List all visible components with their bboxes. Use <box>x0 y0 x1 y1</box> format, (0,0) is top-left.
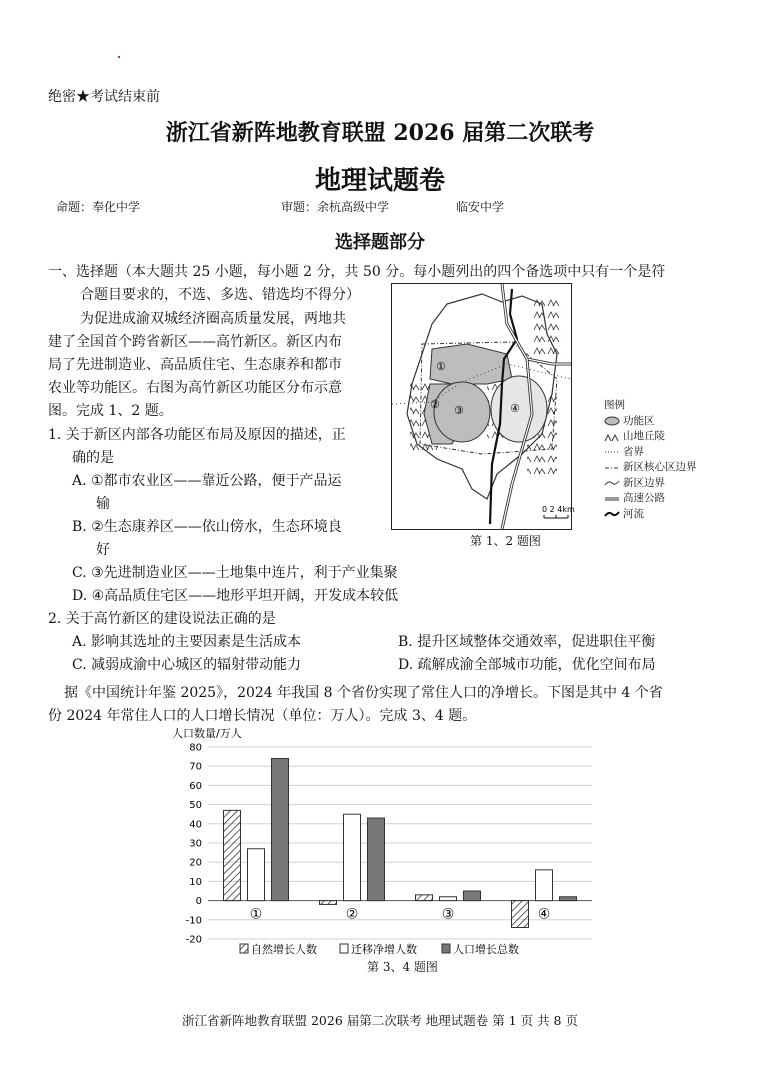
legend-river: 河流 <box>623 507 644 520</box>
legend-swatch <box>240 944 248 953</box>
chart-caption: 第 3、4 题图 <box>367 960 438 974</box>
bar-2-2 <box>344 814 361 900</box>
ytick-label: 80 <box>189 742 202 754</box>
bar-1-3 <box>272 759 289 901</box>
ytick-label: 60 <box>189 780 202 792</box>
legend-highway-symbol <box>604 494 620 504</box>
passage1-line-5: 图。完成 1、2 题。 <box>48 403 173 419</box>
map-label-3: ③ <box>454 404 464 417</box>
legend-province: 省界 <box>623 445 644 458</box>
q1-stem-line-2: 确的是 <box>72 450 114 466</box>
q1-option-b: B. ②生态康养区——依山傍水，生态环境良 <box>72 519 342 535</box>
q1-option-d: D. ④高品质住宅区——地形平坦开阔，开发成本较低 <box>72 588 399 604</box>
legend-swatch <box>340 944 348 953</box>
ytick-label: 10 <box>189 876 202 888</box>
bar-4-1 <box>512 901 529 928</box>
q2-option-d: D. 疏解成渝全部城市功能，优化空间布局 <box>398 657 656 673</box>
q2-option-b: B. 提升区域整体交通效率，促进职住平衡 <box>398 634 656 650</box>
legend-zone-symbol <box>604 416 620 426</box>
legend-hills: 山地丘陵 <box>623 430 665 442</box>
legend-core: 新区核心区边界 <box>623 461 697 473</box>
bar-2-3 <box>368 818 385 901</box>
chart-grid <box>208 747 592 939</box>
paper-title: 地理试题卷 <box>314 166 445 196</box>
bar-3-2 <box>440 897 457 901</box>
q1-option-a-cont: 输 <box>96 496 110 512</box>
hills-ne <box>532 299 562 359</box>
legend-boundary-symbol <box>604 478 620 488</box>
ytick-label: 40 <box>189 819 202 831</box>
bar-1-2 <box>248 849 265 901</box>
legend-core-symbol <box>604 463 620 473</box>
category-label: ① <box>249 906 263 923</box>
ytick-label: 0 <box>195 896 202 908</box>
instructions-line-1: 一、选择题（本大题共 25 小题，每小题 2 分，共 50 分。每小题列出的四个备选项中只有一个是符 <box>48 264 666 280</box>
page-footer: 浙江省新阵地教育联盟 2026 届第二次联考 地理试题卷 第 1 页 共 8 页 <box>182 1013 578 1028</box>
passage1-line-4: 农业等功能区。右图为高竹新区功能区分布示意 <box>48 380 342 396</box>
ytick-label: -10 <box>185 915 202 927</box>
chart-yticks <box>186 743 202 946</box>
passage2-line-2: 份 2024 年常住人口的人口增长情况（单位：万人）。完成 3、4 题。 <box>48 708 477 724</box>
category-label: ④ <box>537 906 551 923</box>
legend-label: 迁移净增人数 <box>351 943 417 956</box>
legend-boundary: 新区边界 <box>623 476 665 489</box>
bar-4-3 <box>560 897 577 901</box>
passage2-line-1: 据《中国统计年鉴 2025》，2024 年我国 8 个省份实现了常住人口的净增长。下图是其中 4 个省 <box>64 685 663 701</box>
legend-label: 人口增长总数 <box>453 943 519 956</box>
map-drawing <box>392 284 575 529</box>
section-title: 选择题部分 <box>335 232 425 253</box>
scale-bar <box>544 515 568 518</box>
q1-option-c: C. ③先进制造业区——土地集中连片，利于产业集聚 <box>72 565 398 581</box>
author-reviewer-2: 临安中学 <box>456 200 505 214</box>
ytick-label: -20 <box>185 934 202 946</box>
instructions-line-2: 合题目要求的，不选、多选、错选均不得分） <box>80 287 360 303</box>
ytick-label: 50 <box>189 800 202 812</box>
author-reviewer: 审题：余杭高级中学 <box>281 200 390 214</box>
category-label: ② <box>345 906 359 923</box>
bar-3-1 <box>416 895 433 901</box>
legend-swatch <box>442 944 450 953</box>
map-caption: 第 1、2 题图 <box>470 534 541 548</box>
bar-1-1 <box>224 810 241 900</box>
scale-label: 0 2 4km <box>542 505 575 514</box>
legend-label: 自然增长人数 <box>251 943 317 956</box>
bar-4-2 <box>536 870 553 901</box>
exam-title: 浙江省新阵地教育联盟 2026 届第二次联考 <box>165 120 595 146</box>
population-growth-chart <box>160 725 600 975</box>
ytick-label: 20 <box>189 857 202 869</box>
legend-title: 图例 <box>604 399 625 411</box>
map-legend <box>604 398 697 522</box>
functional-zone-map <box>391 283 575 530</box>
chart-ylabel: 人口数量/万人 <box>172 727 242 740</box>
q1-option-b-cont: 好 <box>96 542 110 558</box>
map-label-4: ④ <box>510 402 520 415</box>
q2-option-a: A. 影响其选址的主要因素是生活成本 <box>72 634 302 650</box>
passage1-line-1: 为促进成渝双城经济圈高质量发展，两地共 <box>80 311 346 327</box>
legend-province-symbol <box>604 447 620 457</box>
passage1-line-3: 局了先进制造业、高品质住宅、生态康养和都市 <box>48 357 342 373</box>
ytick-label: 30 <box>189 838 202 850</box>
ytick-label: 70 <box>189 761 202 773</box>
red-mark <box>118 56 120 58</box>
legend-zone: 功能区 <box>623 414 655 427</box>
map-label-1: ① <box>436 360 446 373</box>
q1-stem-line-1: 1. 关于新区内部各功能区布局及原因的描述，正 <box>48 427 346 443</box>
passage1-line-2: 建了全国首个跨省新区——高竹新区。新区内布 <box>48 334 342 350</box>
chart-legend <box>240 942 519 956</box>
q1-option-a: A. ①都市农业区——靠近公路，便于产品运 <box>72 473 342 489</box>
map-label-2: ② <box>430 398 440 411</box>
legend-river-symbol <box>604 509 620 519</box>
q2-stem: 2. 关于高竹新区的建设说法正确的是 <box>48 611 276 627</box>
category-label: ③ <box>441 906 455 923</box>
q2-option-c: C. 减弱成渝中心城区的辐射带动能力 <box>72 657 302 673</box>
confidential-label: 绝密★考试结束前 <box>48 89 160 105</box>
legend-highway: 高速公路 <box>623 492 665 504</box>
author-setter: 命题：奉化中学 <box>56 200 141 214</box>
legend-hills-symbol <box>604 432 620 442</box>
bar-3-3 <box>464 891 481 901</box>
bar-2-1 <box>320 901 337 905</box>
